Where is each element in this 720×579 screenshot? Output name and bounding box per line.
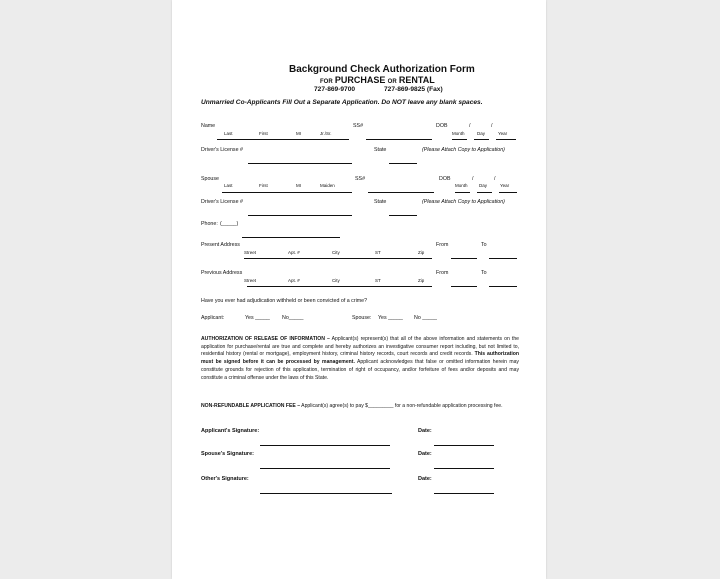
spouse-dob-label: DOB <box>439 176 451 182</box>
dob-label: DOB <box>436 123 448 129</box>
sublabel-city: City <box>332 278 340 283</box>
ssn-label: SS# <box>353 123 364 129</box>
spouse-signature-label: Spouse's Signature: <box>201 451 254 457</box>
previous-from-field[interactable] <box>451 269 477 287</box>
present-from-field[interactable] <box>451 241 477 259</box>
instructions-note: Unmarried Co-Applicants Fill Out a Separate Application. Do NOT leave any blank spaces. <box>201 99 483 106</box>
applicant-answer-label: Applicant: <box>201 315 225 321</box>
spouse-state-label: State <box>374 199 387 205</box>
spouse-state-field[interactable] <box>389 198 417 216</box>
sublabel-street: Street <box>244 278 257 283</box>
fax-number: 727-869-9825 (Fax) <box>384 86 443 93</box>
applicant-date-field[interactable] <box>434 428 494 446</box>
sublabel-st: ST <box>375 250 381 255</box>
date-separator: / <box>472 176 474 182</box>
sublabel-suffix: Jr./Sr. <box>320 131 332 136</box>
from-label: From <box>436 270 449 276</box>
fee-paragraph: NON-REFUNDABLE APPLICATION FEE – Applicant(s) agree(s) to pay $_________ for a non-refundable application processing fee. <box>201 403 503 409</box>
phone-label: Phone: <box>201 221 218 227</box>
to-label: To <box>481 242 487 248</box>
sublabel-year: Year <box>500 183 510 188</box>
name-label: Name <box>201 123 216 129</box>
sublabel-zip: Zip <box>418 278 425 283</box>
spouse-yes-field[interactable]: Yes _____ <box>378 315 403 321</box>
attach-copy-note: (Please Attach Copy to Application) <box>422 199 505 205</box>
applicant-signature-label: Applicant's Signature: <box>201 428 260 434</box>
date-label: Date: <box>418 428 432 434</box>
sublabel-mi: MI <box>296 131 301 136</box>
spouse-signature-field[interactable] <box>260 451 390 469</box>
to-label: To <box>481 270 487 276</box>
previous-address-label: Previous Address <box>201 270 243 276</box>
present-address-label: Present Address <box>201 242 240 248</box>
sublabel-first: First <box>259 183 268 188</box>
fee-amount-field[interactable]: _________ <box>368 403 394 409</box>
spouse-ssn-field[interactable] <box>368 175 434 193</box>
sublabel-year: Year <box>498 131 508 136</box>
applicant-signature-field[interactable] <box>260 428 390 446</box>
attach-copy-note: (Please Attach Copy to Application) <box>422 147 505 153</box>
form-page <box>172 0 546 579</box>
sublabel-month: Month <box>455 183 468 188</box>
other-date-field[interactable] <box>434 476 494 494</box>
spouse-ssn-label: SS# <box>355 176 366 182</box>
date-label: Date: <box>418 451 432 457</box>
sublabel-last: Last <box>224 183 233 188</box>
license-label: Driver's License # <box>201 147 243 153</box>
phone-area-code: (_____) <box>220 221 239 227</box>
sublabel-mi: MI <box>296 183 301 188</box>
spouse-license-label: Driver's License # <box>201 199 243 205</box>
sublabel-apt: Apt. # <box>288 250 300 255</box>
sublabel-st: ST <box>375 278 381 283</box>
phone-number: 727-869-9700 <box>314 86 356 93</box>
sublabel-day: Day <box>477 131 486 136</box>
sublabel-last: Last <box>224 131 233 136</box>
spouse-date-field[interactable] <box>434 451 494 469</box>
crime-question: Have you ever had adjudication withheld or been convicted of a crime? <box>201 298 368 304</box>
date-separator: / <box>494 176 496 182</box>
authorization-paragraph: AUTHORIZATION OF RELEASE OF INFORMATION – Applicant(s) represent(s) that all of the above information and statements on the application for purchase/rental are true and complete and hereby authorizes an investigative consumer report including, but not limited to, residential history (rental or mortgage), employment history, criminal history records, court records and credit records. This authorization must be signed before it can be processed by management. Applicant acknowledges that false or omitted information herein may constitute grounds for rejection of this application, termination of right of occupancy, and/or forfeiture of fees and/or deposits and may constitute a criminal offense under the laws of this State. <box>201 336 520 381</box>
sublabel-city: City <box>332 250 340 255</box>
spouse-answer-label: Spouse: <box>352 315 372 321</box>
from-label: From <box>436 242 449 248</box>
form-title: Background Check Authorization Form <box>289 64 475 75</box>
sublabel-month: Month <box>452 131 465 136</box>
form-subtitle: FOR PURCHASE OR RENTAL <box>320 75 435 85</box>
date-label: Date: <box>418 476 432 482</box>
applicant-yes-field[interactable]: Yes _____ <box>245 315 270 321</box>
present-to-field[interactable] <box>489 241 517 259</box>
date-separator: / <box>491 123 493 129</box>
spouse-license-field[interactable] <box>248 198 352 216</box>
ssn-field[interactable] <box>366 122 432 140</box>
sublabel-zip: Zip <box>418 250 425 255</box>
sublabel-day: Day <box>479 183 488 188</box>
other-signature-field[interactable] <box>260 476 392 494</box>
license-field[interactable] <box>248 146 352 164</box>
phone-field[interactable] <box>242 220 340 238</box>
spouse-label: Spouse <box>201 176 219 182</box>
other-signature-label: Other's Signature: <box>201 476 249 482</box>
state-label: State <box>374 147 387 153</box>
sublabel-apt: Apt. # <box>288 278 300 283</box>
date-separator: / <box>469 123 471 129</box>
sublabel-street: Street <box>244 250 257 255</box>
sublabel-first: First <box>259 131 268 136</box>
sublabel-maiden: Maiden <box>320 183 335 188</box>
spouse-no-field[interactable]: No _____ <box>414 315 437 321</box>
applicant-no-field[interactable]: No_____ <box>282 315 304 321</box>
previous-to-field[interactable] <box>489 269 517 287</box>
state-field[interactable] <box>389 146 417 164</box>
